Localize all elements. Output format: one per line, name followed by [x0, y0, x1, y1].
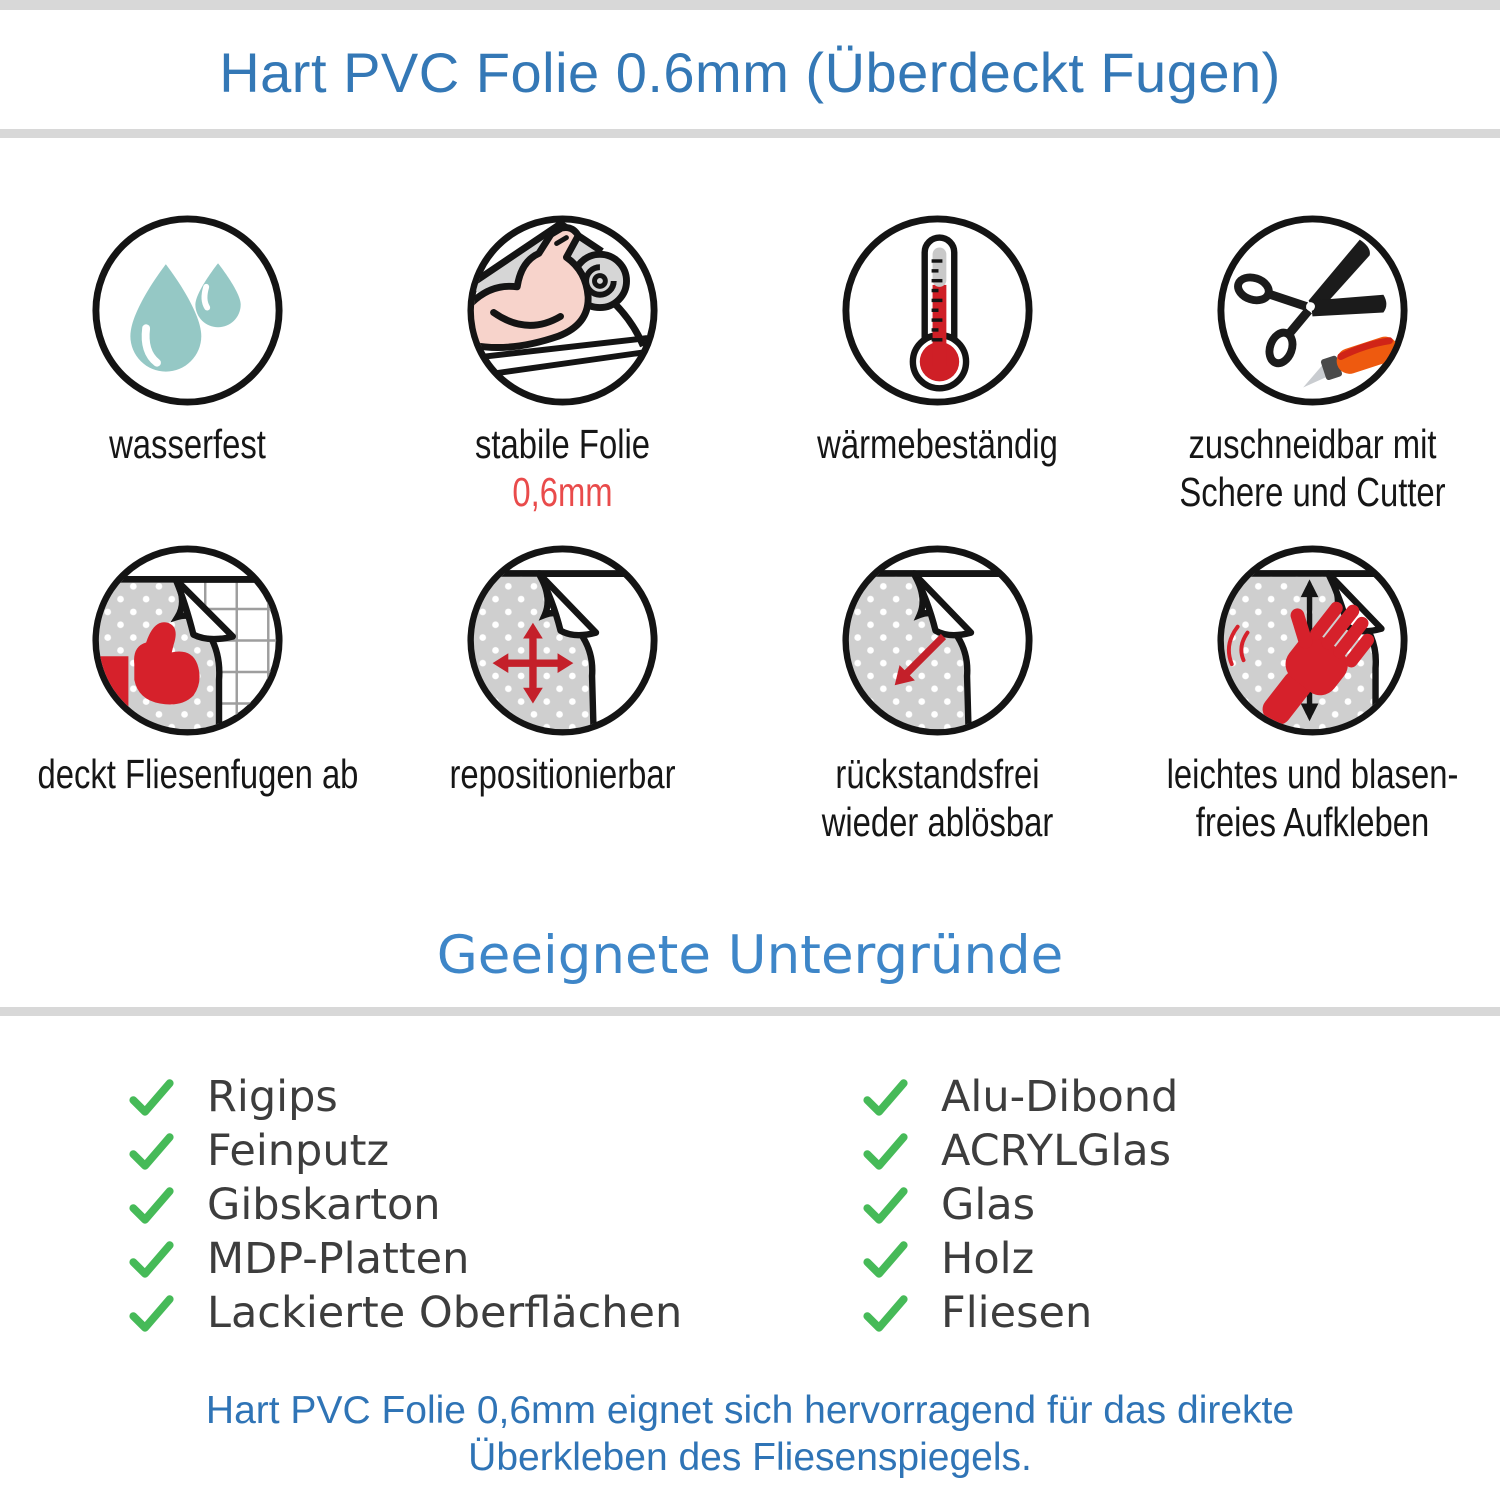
substrate-item: Gibskarton: [128, 1178, 682, 1232]
check-icon: [128, 1078, 175, 1117]
hand-smoothing-icon: [1214, 542, 1411, 739]
substrate-item: ACRYLGlas: [862, 1124, 1178, 1178]
feature-label: stabile Folie 0,6mm: [413, 421, 713, 516]
check-icon: [128, 1240, 175, 1279]
feature-label: wärmebeständig: [817, 421, 1058, 467]
water-drops-icon: [89, 212, 286, 409]
feature-label: rückstandsfrei wieder ablösbar: [821, 751, 1054, 845]
title-divider-bar: [0, 129, 1500, 138]
substrate-list-left: [128, 1070, 682, 1340]
substrate-item: Alu-Dibond: [862, 1070, 1178, 1124]
feature-label: wasserfest: [109, 421, 266, 467]
check-icon: [862, 1186, 909, 1225]
feature-label: leichtes und blasen- freies Aufkleben: [1166, 751, 1459, 845]
check-icon: [862, 1078, 909, 1117]
check-icon: [862, 1294, 909, 1333]
thermometer-icon: [839, 212, 1036, 409]
substrate-item: Fliesen: [862, 1286, 1178, 1340]
feature-grid: [0, 212, 1500, 846]
substrate-item: Feinputz: [128, 1124, 682, 1178]
footer-line-2: Überkleben des Fliesenspiegels.: [468, 1435, 1032, 1479]
move-arrows-foil-icon: [464, 542, 661, 739]
muscle-foil-roll-icon: [464, 212, 661, 409]
feature-label: zuschneidbar mit Schere und Cutter: [1179, 421, 1446, 515]
substrate-item: Rigips: [128, 1070, 682, 1124]
top-divider-bar: [0, 0, 1500, 10]
feature-label: repositionierbar: [449, 751, 676, 797]
footer-note: [0, 1388, 1500, 1482]
feature-stable-foil: [375, 212, 750, 542]
substrate-item: Lackierte Oberflächen: [128, 1286, 682, 1340]
foil-thickness-value: 0,6mm: [512, 468, 613, 515]
feature-repositionable: [375, 542, 750, 846]
section-divider-bar: [0, 1007, 1500, 1016]
feature-label: deckt Fliesenfugen ab: [37, 751, 359, 797]
peel-off-arrow-icon: [839, 542, 1036, 739]
feature-residue-free: [750, 542, 1125, 846]
feature-waterproof: [0, 212, 375, 542]
substrate-item: Glas: [862, 1178, 1178, 1232]
feature-cuttable: [1125, 212, 1500, 542]
check-icon: [128, 1294, 175, 1333]
substrate-list-right: [862, 1070, 1178, 1340]
substrate-item: Holz: [862, 1232, 1178, 1286]
page-title: Hart PVC Folie 0.6mm (Überdeckt Fugen): [219, 41, 1281, 104]
footer-line-1: Hart PVC Folie 0,6mm eignet sich hervorragend für das direkte: [205, 1389, 1295, 1432]
feature-easy-application: [1125, 542, 1500, 846]
check-icon: [128, 1132, 175, 1171]
substrate-item: MDP-Platten: [128, 1232, 682, 1286]
feature-heat-resistant: [750, 212, 1125, 542]
thumbs-up-tiles-icon: [89, 542, 286, 739]
check-icon: [862, 1132, 909, 1171]
section-title: Geeignete Untergründe: [436, 925, 1064, 986]
scissors-cutter-icon: [1214, 212, 1411, 409]
check-icon: [862, 1240, 909, 1279]
check-icon: [128, 1186, 175, 1225]
feature-covers-tile-joints: [0, 542, 375, 846]
